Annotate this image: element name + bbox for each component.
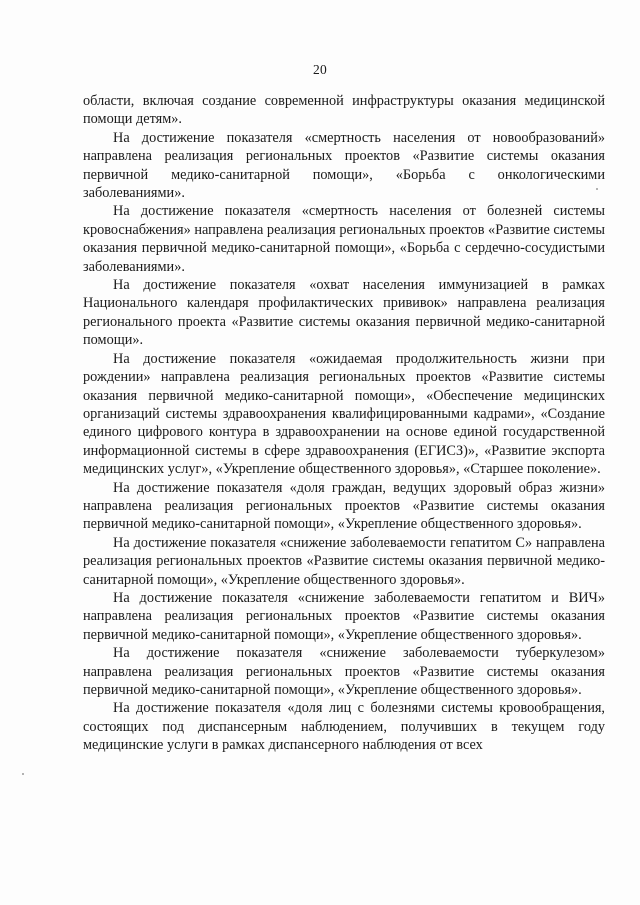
paragraph-hepatitis-c: На достижение показателя «снижение заболеваемости гепатитом С» направлена реализация региональных проектов «Развитие системы оказания первичной медико-санитарной помощи», «Укрепление общественного здоровья».: [83, 534, 605, 588]
page-number: 20: [313, 62, 327, 77]
scan-speck: [22, 773, 24, 775]
paragraph-circulatory-mortality: На достижение показателя «смертность населения от болезней системы кровоснабжения» направлена реализация региональных проектов «Развитие системы оказания первичной медико-санитарной помощи», «Борьба с сердечно-сосудистыми заболеваниями».: [83, 203, 605, 275]
paragraph-immunization: На достижение показателя «охват населения иммунизацией в рамках Национального календаря профилактических прививок» направлена реализация регионального проекта «Развитие системы оказания первичной медико-санитарной помощи».: [83, 277, 605, 349]
document-body: [83, 92, 605, 755]
paragraph-cancer-mortality: На достижение показателя «смертность населения от новообразований» направлена реализация региональных проектов «Развитие системы оказания первичной медико-санитарной помощи», «Борьба с онкологическими заболеваниями».: [83, 129, 605, 202]
scan-speck: [596, 188, 598, 190]
paragraph-continuation: области, включая создание современной инфраструктуры оказания медицинской помощи детям».: [83, 93, 605, 128]
paragraph-tuberculosis: На достижение показателя «снижение заболеваемости туберкулезом» направлена реализация региональных проектов «Развитие системы оказания первичной медико-санитарной помощи», «Укрепление общественного здоровья».: [83, 645, 605, 698]
paragraph-dispensary-observation: На достижение показателя «доля лиц с болезнями системы кровообращения, состоящих под диспансерным наблюдением, получивших в текущем году медицинские услуги в рамках диспансерного наблюдения от всех: [83, 700, 605, 754]
paragraph-hepatitis-hiv: На достижение показателя «снижение заболеваемости гепатитом и ВИЧ» направлена реализация региональных проектов «Развитие системы оказания первичной медико-санитарной помощи», «Укрепление общественного здоровья».: [83, 589, 605, 643]
paragraph-life-expectancy: На достижение показателя «ожидаемая продолжительность жизни при рождении» направлена реализация региональных проектов «Развитие системы оказания первичной медико-санитарной помощи», «Обеспечение медицинских организаций системы здравоохранения квалифицированными кадрами», «Создание единого цифрового контура в здравоохранении на основе единой государственной информационной системы в сфере здравоохранения (ЕГИСЗ)», «Развитие экспорта медицинских услуг», «Укрепление общественного здоровья», «Старшее поколение».: [83, 350, 605, 478]
paragraph-healthy-lifestyle: На достижение показателя «доля граждан, ведущих здоровый образ жизни» направлена реализация региональных проектов «Развитие системы оказания первичной медико-санитарной помощи», «Укрепление общественного здоровья».: [83, 479, 605, 533]
